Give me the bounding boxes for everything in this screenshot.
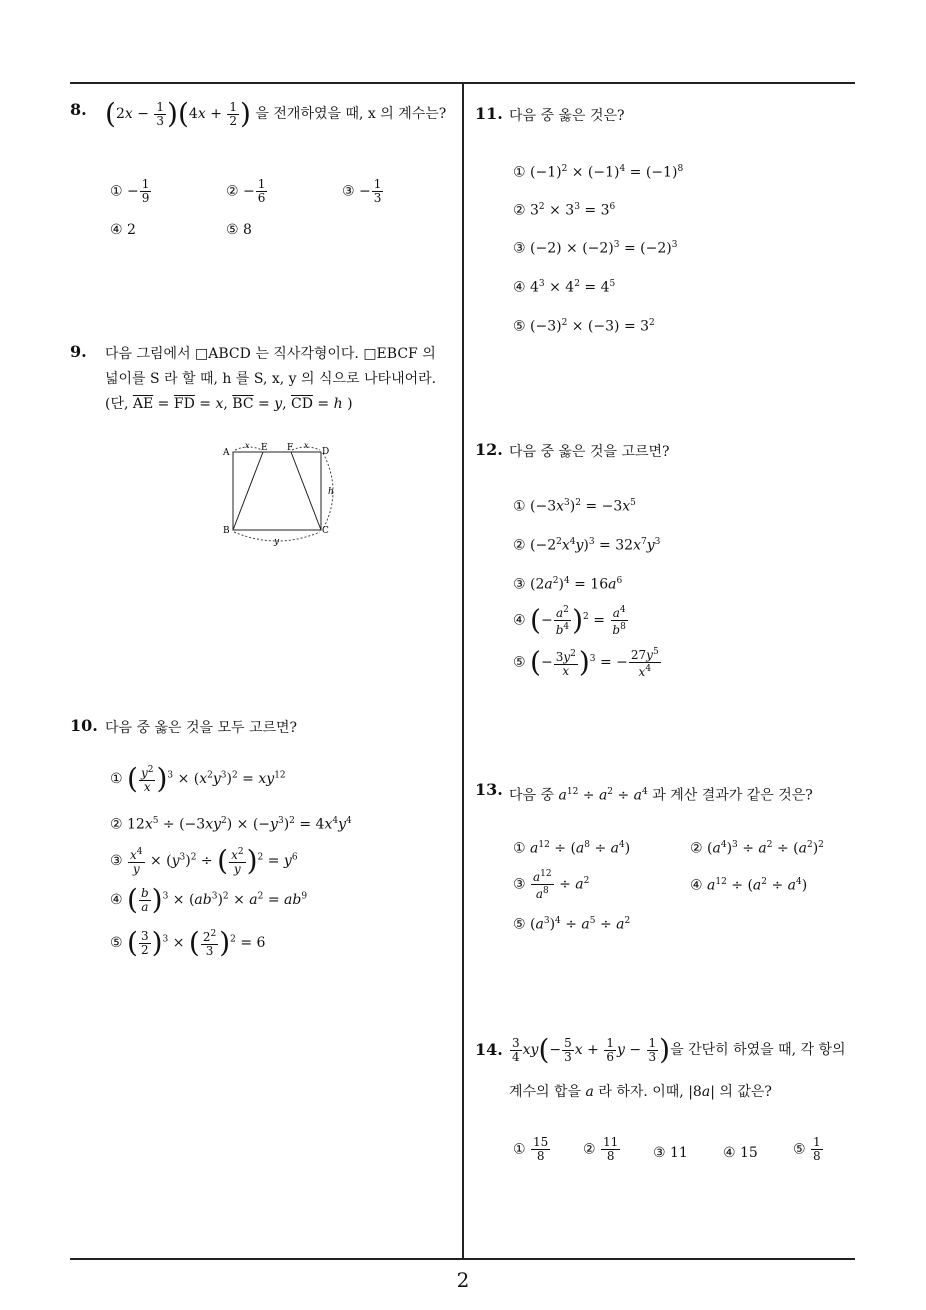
q10-option-4[interactable]: ④ ( $\frac{b}{a}$ )$^3 \times (ab^3)^2 \times a^2 = ab^9$ bbox=[110, 883, 308, 916]
q11-option-2[interactable]: ② $3^2 \times 3^3 = 3^6$ bbox=[513, 202, 616, 219]
q12-option-4[interactable]: ④ (− $\frac{a^2}{b^4}$ )$^2$ = $\frac{a^4}{b^8}$ bbox=[513, 603, 626, 637]
label-a: A bbox=[223, 448, 230, 458]
condition: $\overline{AE} = \overline{FD} = x$, $\overline{BC} = y$, $\overline{CD} = h$ ) bbox=[132, 396, 353, 412]
question-stem: 다음 중 $a^{12} \div a^2 \div a^4$ 과 계산 결과가 같은 것은? bbox=[509, 787, 813, 804]
stem-line-2: 넓이를 S 라 할 때, h 를 S, x, y 의 식으로 나타내어라. bbox=[105, 371, 437, 387]
question-10 bbox=[70, 716, 460, 735]
q12-option-3[interactable]: ③ $(2a^2)^4 = 16a^6$ bbox=[513, 576, 623, 593]
stem-text: 을 간단히 하였을 때, 각 항의 bbox=[670, 1042, 846, 1058]
label-b: B bbox=[223, 526, 230, 536]
q8-option-3[interactable]: ③ − $\frac{1}{3}$ bbox=[342, 177, 382, 205]
question-14 bbox=[475, 1033, 865, 1100]
q8-option-1[interactable]: ① − $\frac{1}{9}$ bbox=[110, 177, 150, 205]
q8-option-2[interactable]: ② − $\frac{1}{6}$ bbox=[226, 177, 266, 205]
q11-option-3[interactable]: ③ $(-2) \times (-2)^3 = (-2)^3$ bbox=[513, 240, 678, 257]
q13-option-2[interactable]: ② $(a^4)^3 \div a^2 \div (a^2)^2$ bbox=[690, 840, 824, 857]
q14-option-4[interactable]: ④ 15 bbox=[723, 1145, 758, 1161]
question-number: 10. bbox=[70, 716, 98, 735]
label-h: h bbox=[328, 487, 334, 497]
label-x-left: x bbox=[245, 441, 250, 450]
label-c: C bbox=[322, 526, 329, 536]
q8-option-4[interactable]: ④ 2 bbox=[110, 222, 136, 238]
rectangle-abcd bbox=[233, 452, 321, 530]
question-8 bbox=[70, 97, 460, 130]
q11-option-4[interactable]: ④ $4^3 \times 4^2 = 4^5$ bbox=[513, 279, 616, 296]
question-stem: 다음 중 옳은 것은? bbox=[509, 108, 625, 124]
question-13 bbox=[475, 780, 865, 804]
q13-option-1[interactable]: ① $a^{12} \div (a^8 \div a^4)$ bbox=[513, 840, 631, 857]
question-12 bbox=[475, 440, 865, 459]
rectangle-figure bbox=[218, 440, 348, 550]
question-stem: 다음 중 옳은 것을 모두 고르면? bbox=[105, 720, 298, 736]
q10-option-3[interactable]: ③ $\frac{x^4}{y}$ × $(y^3)^2$ ÷ ( $\frac{x^2}{y}$ )$^2 = y^6$ bbox=[110, 844, 298, 877]
bottom-rule bbox=[70, 1258, 855, 1260]
label-e: E bbox=[261, 443, 268, 453]
q13-option-5[interactable]: ⑤ $(a^3)^4 \div a^5 \div a^2$ bbox=[513, 916, 631, 933]
q14-option-5[interactable]: ⑤ $\frac{1}{8}$ bbox=[793, 1135, 821, 1163]
q13-option-3[interactable]: ③ $\frac{a^{12}}{a^8}$ ÷ $a^2$ bbox=[513, 869, 590, 901]
trapezoid-ebcf bbox=[233, 452, 321, 530]
question-stem bbox=[509, 1033, 846, 1066]
question-9 bbox=[70, 342, 460, 412]
stem-text: 을 전개하였을 때, x 의 계수는? bbox=[255, 106, 447, 122]
question-number: 13. bbox=[475, 780, 503, 799]
stem-line-3 bbox=[105, 392, 436, 417]
question-number: 12. bbox=[475, 440, 503, 459]
q12-option-2[interactable]: ② $(-2^2x^4y)^3 = 32x^7y^3$ bbox=[513, 537, 661, 554]
q14-option-2[interactable]: ② $\frac{11}{8}$ bbox=[583, 1135, 619, 1163]
label-d: D bbox=[322, 447, 330, 457]
q10-option-1[interactable]: ① ( $\frac{y^2}{x}$ )$^3 \times (x^2y^3)^2 = xy^{12}$ bbox=[110, 762, 286, 795]
q10-option-2[interactable]: ② $12x^5 \div (-3xy^2) \times (-y^3)^2 = 4x^4y^4$ bbox=[110, 816, 352, 833]
q10-option-5[interactable]: ⑤ ( $\frac{3}{2}$ )$^3$ × ( $\frac{2^2}{3}$ )$^2$ = 6 bbox=[110, 926, 266, 959]
expression: (2x − $\frac{1}{3}$ )(4x + $\frac{1}{2}$ ) bbox=[105, 97, 251, 130]
q12-option-1[interactable]: ① $(-3x^3)^2 = -3x^5$ bbox=[513, 498, 636, 515]
question-number: 11. bbox=[475, 104, 503, 123]
q14-option-1[interactable]: ① $\frac{15}{8}$ bbox=[513, 1135, 549, 1163]
question-number: 8. bbox=[70, 100, 87, 119]
q12-option-5[interactable]: ⑤ (− $\frac{3y^2}{x}$ )$^3$ = − $\frac{27y^5}{x^4}$ bbox=[513, 645, 659, 679]
q13-option-4[interactable]: ④ $a^{12} \div (a^2 \div a^4)$ bbox=[690, 877, 808, 894]
column-divider bbox=[462, 82, 464, 1260]
stem-line-1: 다음 그림에서 □ABCD 는 직사각형이다. □EBCF 의 bbox=[105, 346, 436, 362]
question-stem bbox=[105, 342, 436, 417]
question-stem bbox=[105, 97, 447, 130]
page-number: 2 bbox=[456, 1268, 470, 1292]
condition-prefix: (단, bbox=[105, 396, 129, 412]
q14-option-3[interactable]: ③ 11 bbox=[653, 1145, 688, 1161]
expression: $\frac{3}{4}$ xy(− $\frac{5}{3}$ x + $\frac{1}{6}$ y − $\frac{1}{3}$ ) bbox=[512, 1033, 671, 1066]
label-f: F bbox=[287, 443, 294, 453]
question-number: 9. bbox=[70, 342, 87, 361]
label-y: y bbox=[274, 537, 280, 547]
q11-option-1[interactable]: ① $(-1)^2 \times (-1)^4 = (-1)^8$ bbox=[513, 164, 684, 181]
stem-line-2: 계수의 합을 a 라 하자. 이때, |8a| 의 값은? bbox=[509, 1084, 772, 1100]
q8-option-5[interactable]: ⑤ 8 bbox=[226, 222, 252, 238]
q11-option-5[interactable]: ⑤ $(-3)^2 \times (-3) = 3^2$ bbox=[513, 318, 655, 335]
question-number: 14. bbox=[475, 1040, 503, 1059]
label-x-right: x bbox=[304, 441, 309, 450]
question-stem: 다음 중 옳은 것을 고르면? bbox=[509, 444, 670, 460]
question-11 bbox=[475, 104, 865, 123]
